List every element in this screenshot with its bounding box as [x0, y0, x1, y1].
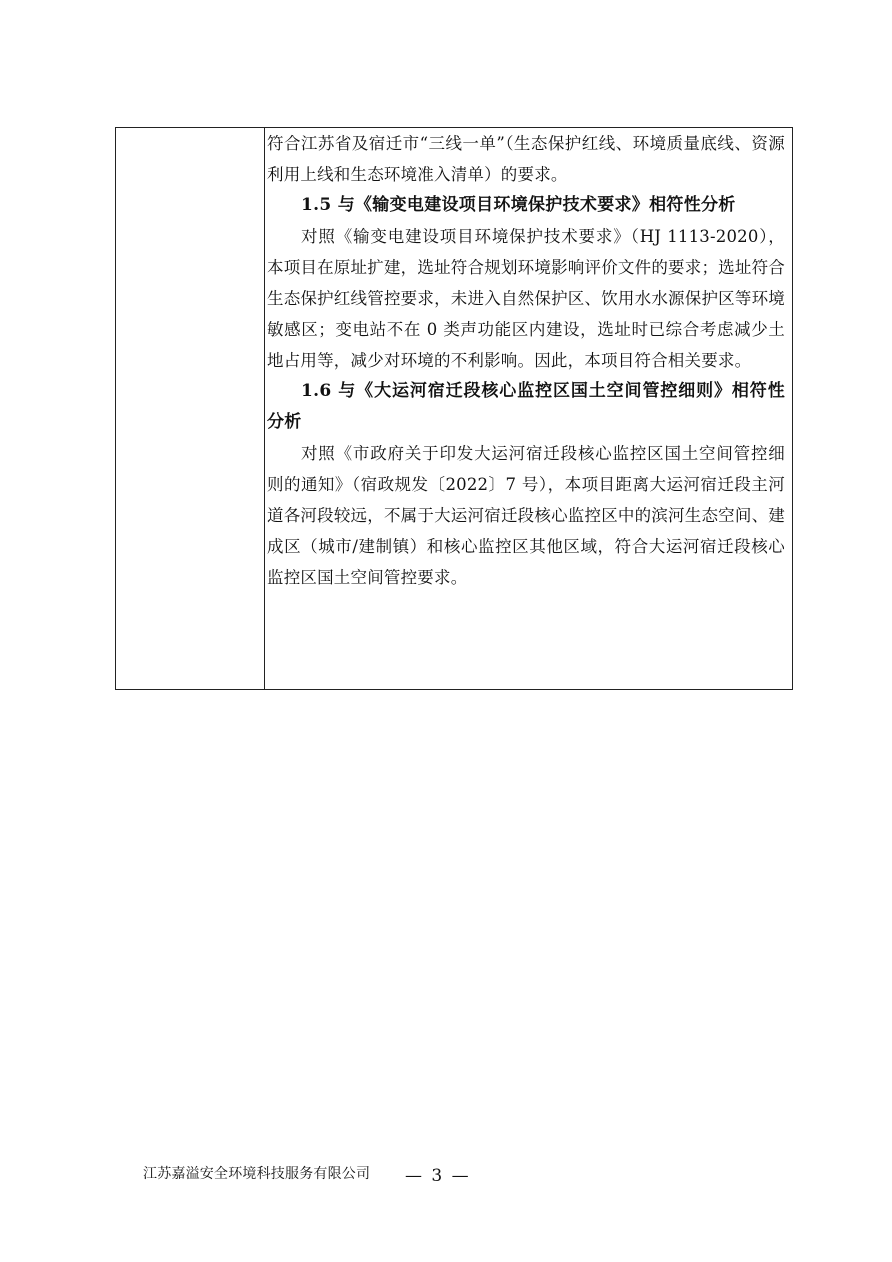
paragraph-1-6-body: 对照《市政府关于印发大运河宿迁段核心监控区国土空间管控细则的通知》（宿政规发〔2022〕7 号），本项目距离大运河宿迁段主河道各河段较远，不属于大运河宿迁段核心监控区中的滨河生态空间、建成区（城市/建制镇）和核心监控区其他区域，符合大运河宿迁段核心监控区国土空间管控要求。 — [267, 444, 785, 587]
content-table — [115, 127, 793, 690]
section-heading-1-6: 1.6 与《大运河宿迁段核心监控区国土空间管控细则》相符性分析 — [267, 381, 785, 432]
paragraph-1-5-body: 对照《输变电建设项目环境保护技术要求》（HJ 1113-2020），本项目在原址扩建，选址符合规划环境影响评价文件的要求；选址符合生态保护红线管控要求，未进入自然保护区、饮用水水源保护区等环境敏感区；变电站不在 0 类声功能区内建设，选址时已综合考虑减少土地占用等，减少对环境的不利影响。因此，本项目符合相关要求。 — [267, 227, 785, 370]
section-heading-1-5: 1.5 与《输变电建设项目环境保护技术要求》相符性分析 — [301, 195, 736, 215]
paragraph-sanxian-yidan: 符合江苏省及宿迁市“三线一单”（生态保护红线、环境质量底线、资源利用上线和生态环境准入清单）的要求。 — [267, 134, 785, 184]
table-left-column — [116, 128, 265, 689]
footer-company-name: 江苏嘉溢安全环境科技服务有限公司 — [143, 1166, 371, 1182]
table-right-column — [265, 128, 792, 689]
footer-page-number: — 3 — — [405, 1166, 471, 1186]
